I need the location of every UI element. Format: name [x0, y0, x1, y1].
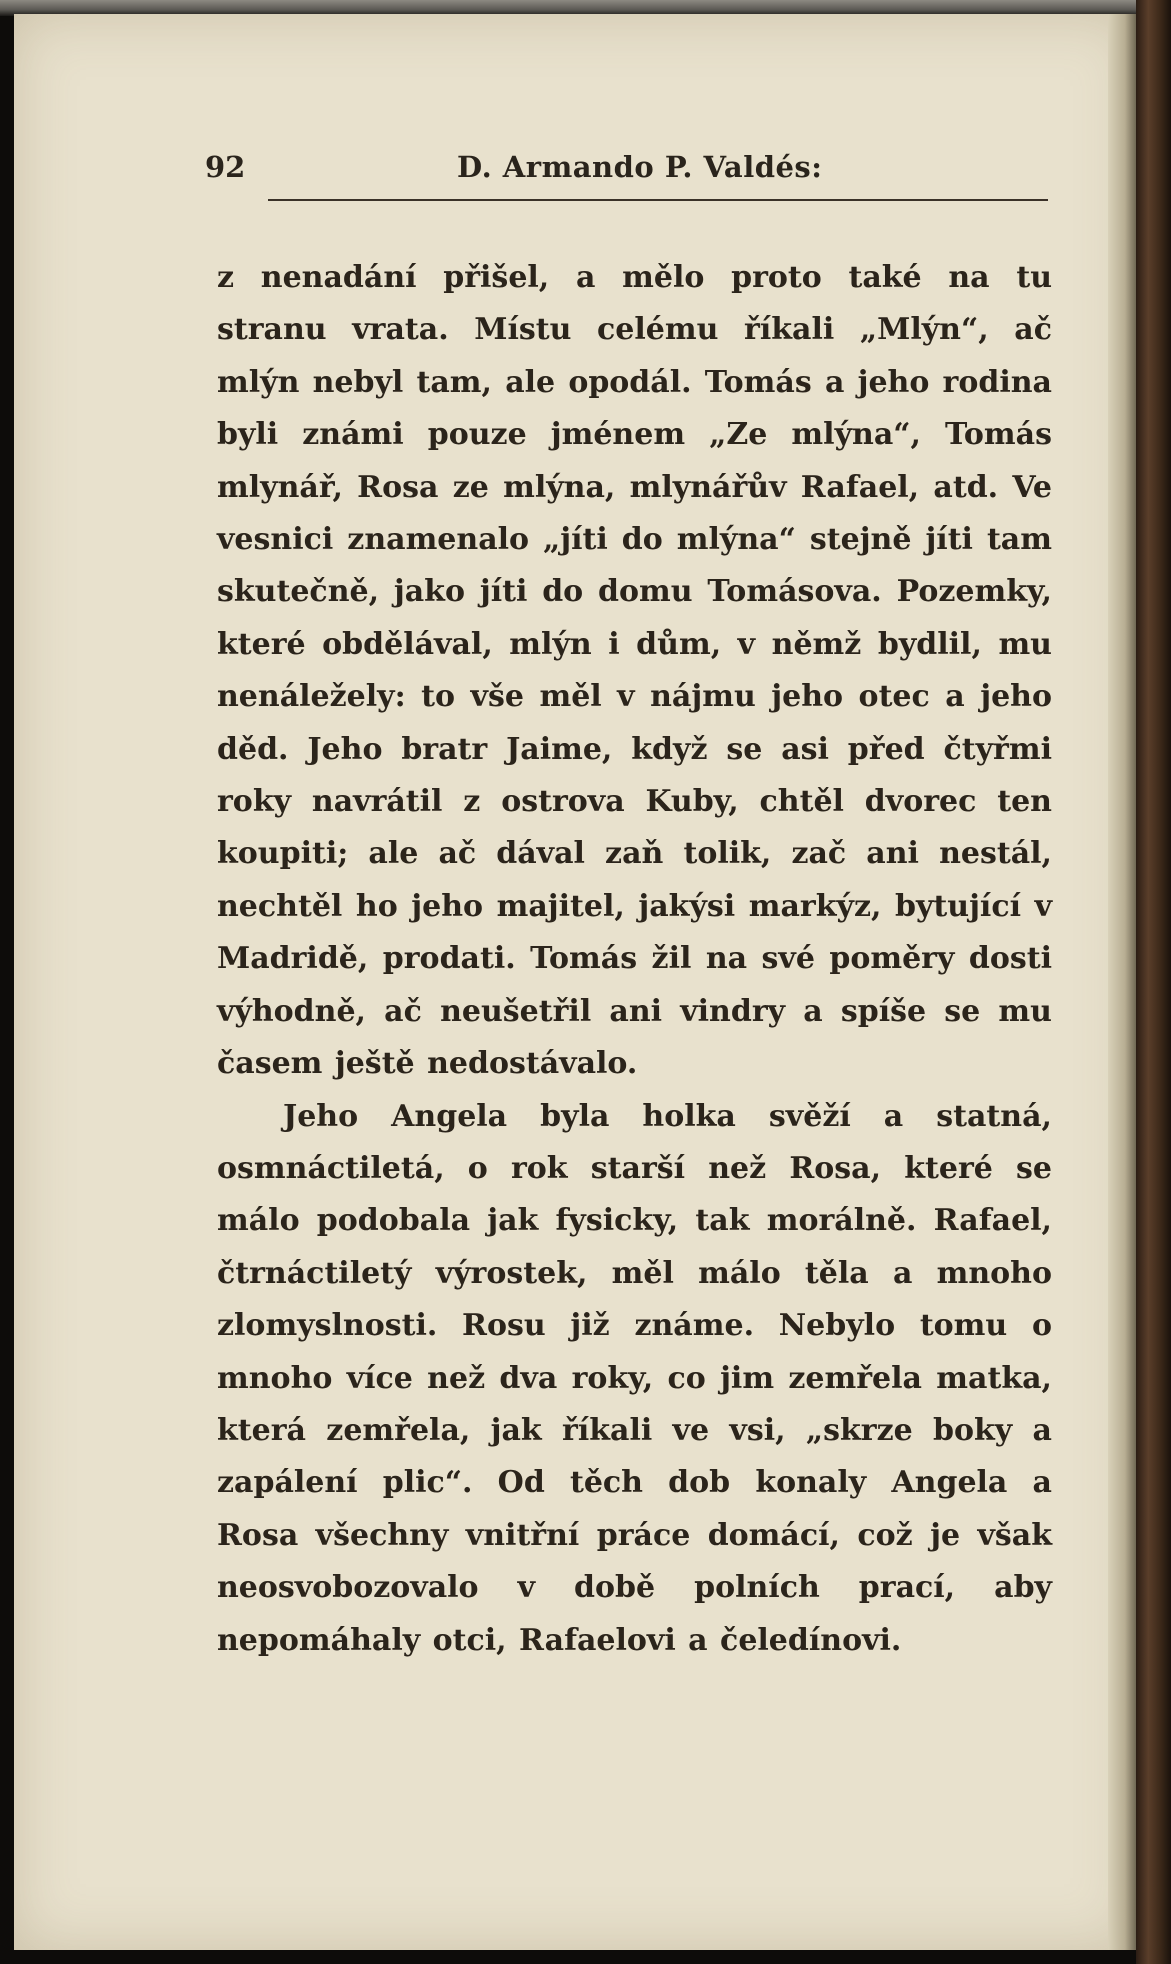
- header-rule: [268, 199, 1048, 201]
- body-text: [217, 252, 1052, 1667]
- running-title: D. Armando P. Valdés:: [457, 150, 823, 184]
- book-spine: [1136, 0, 1171, 1964]
- paragraph-2: Jeho Angela byla holka svěží a statná, osmnáctiletá, o rok starší než Rosa, které se málo podobala jak fysicky, tak morálně. Rafael, čtrnáctiletý výrostek, měl málo těla a mnoho zlomyslnosti. Rosu již známe. Nebylo tomu o mnoho více než dva roky, co jim zemřela matka, která zemřela, jak říkali ve vsi, „skrze boky a zapálení plic“. Od těch dob konaly Angela a Rosa všechny vnitřní práce domácí, což je však neosvobozovalo v době polních prací, aby nepomáhaly otci, Rafaelovi a čeledínovi.: [217, 1098, 1052, 1658]
- paragraph-1: z nenadání přišel, a mělo proto také na tu stranu vrata. Místu celému říkali „Mlýn“, ač mlýn nebyl tam, ale opodál. Tomás a jeho rodina byli známi pouze jménem „Ze mlýna“, Tomás mlynář, Rosa ze mlýna, mlynářův Rafael, atd. Ve vesnici znamenalo „jíti do mlýna“ stejně jíti tam skutečně, jako jíti do domu Tomásova. Pozemky, které obdělával, mlýn i dům, v němž bydlil, mu nenáležely: to vše měl v nájmu jeho otec a jeho děd. Jeho bratr Jaime, když se asi před čtyřmi roky navrátil z ostrova Kuby, chtěl dvorec ten koupiti; ale ač dával zaň tolik, zač ani nestál, nechtěl ho jeho majitel, jakýsi markýz, bytující v Madridě, prodati. Tomás žil na své poměry dosti výhodně, ač neušetřil ani vindry a spíše se mu časem ještě nedostávalo.: [217, 260, 1052, 1082]
- running-header: [205, 150, 1050, 194]
- page-edge-shadow: [1108, 14, 1136, 1950]
- page-number: 92: [205, 150, 246, 184]
